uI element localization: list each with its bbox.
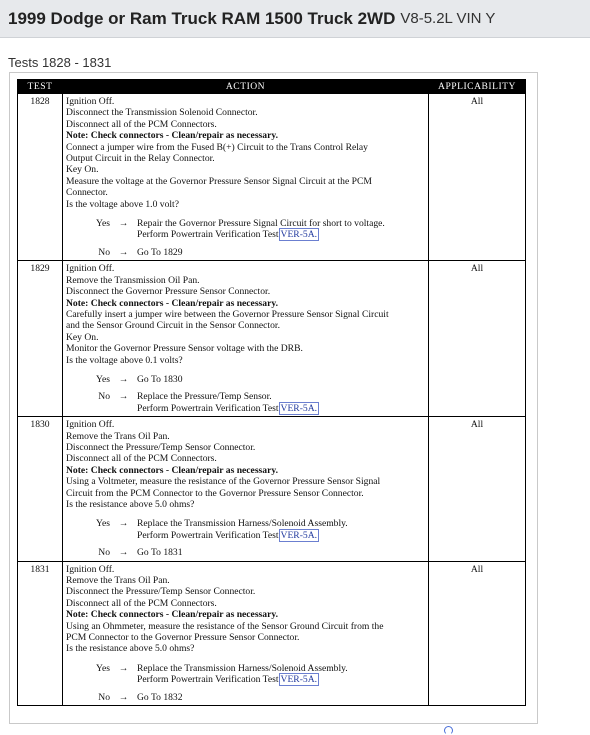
yes-instruction [137, 518, 348, 541]
action-step: Circuit from the PCM Connector to the Governor Pressure Sensor Connector. [66, 487, 364, 499]
action-step: Remove the Trans Oil Pan. [66, 575, 170, 587]
action-step: Monitor the Governor Pressure Sensor voltage with the DRB. [66, 343, 303, 355]
result-verification [137, 229, 385, 240]
no-label: No [98, 246, 110, 258]
applicability-value: All [429, 417, 526, 561]
action-step: Output Circuit in the Relay Connector. [66, 153, 215, 165]
verification-text: Perform Powertrain Verification Test [137, 402, 279, 414]
table-body [18, 94, 526, 706]
column-header-applicability: APPLICABILITY [429, 80, 526, 94]
action-step: Is the resistance above 5.0 ohms? [66, 499, 195, 510]
yes-label: Yes [96, 518, 110, 530]
result-text: Go To 1830 [137, 373, 183, 385]
ver-5a-link[interactable]: VER-5A. [280, 229, 318, 241]
right-arrow-icon: → [118, 373, 129, 385]
no-label: No [98, 547, 110, 559]
verification-text: Perform Powertrain Verification Test [137, 229, 279, 241]
action-step: Disconnect the Pressure/Temp Sensor Connector. [66, 586, 256, 598]
right-arrow-icon: → [118, 246, 129, 258]
table-header-row [18, 80, 526, 94]
action-step: Measure the voltage at the Governor Pressure Sensor Signal Circuit at the PCM [66, 175, 372, 187]
result-verification [137, 403, 319, 414]
no-instruction [137, 692, 183, 703]
yes-label: Yes [96, 373, 110, 385]
action-note: Note: Check connectors - Clean/repair as necessary. [66, 464, 279, 476]
ver-5a-link[interactable]: VER-5A. [280, 529, 318, 541]
action-step: Remove the Trans Oil Pan. [66, 430, 170, 442]
test-number: 1831 [18, 561, 63, 705]
right-arrow-icon: → [118, 662, 129, 674]
page-header [0, 0, 590, 38]
action-cell [63, 94, 429, 261]
action-step: Ignition Off. [66, 96, 115, 107]
engine-label: V8-5.2L VIN Y [400, 10, 496, 27]
result-text: Go To 1831 [137, 547, 183, 559]
column-header-action: ACTION [63, 80, 429, 94]
result-text: Replace the Transmission Harness/Solenoid Assembly. [137, 662, 348, 674]
result-text: Go To 1829 [137, 246, 183, 258]
result-verification [137, 530, 348, 541]
action-step: Key On. [66, 164, 99, 176]
action-step: Key On. [66, 331, 99, 343]
action-step: Disconnect the Governor Pressure Sensor Connector. [66, 286, 271, 298]
no-result [66, 692, 425, 703]
action-step: Disconnect the Pressure/Temp Sensor Connector. [66, 441, 256, 453]
section-title: Tests 1828 - 1831 [8, 55, 112, 70]
right-arrow-icon: → [118, 218, 129, 230]
action-step: Using an Ohmmeter, measure the resistance of the Sensor Ground Circuit from the [66, 620, 384, 632]
action-step: Ignition Off. [66, 419, 115, 431]
result-text: Replace the Pressure/Temp Sensor. [137, 391, 272, 403]
action-step: Is the resistance above 5.0 ohms? [66, 643, 195, 655]
no-result [66, 247, 425, 258]
applicability-value: All [429, 561, 526, 705]
ver-5a-link[interactable]: VER-5A. [280, 402, 318, 414]
table-row [18, 94, 526, 261]
result-text: Go To 1832 [137, 691, 183, 703]
yes-result [66, 663, 425, 686]
action-step: Remove the Transmission Oil Pan. [66, 274, 200, 286]
no-instruction [137, 547, 183, 558]
loading-spinner-icon [444, 726, 453, 735]
action-step: Carefully insert a jumper wire between the Governor Pressure Sensor Signal Circuit [66, 308, 389, 320]
action-step: Using a Voltmeter, measure the resistance of the Governor Pressure Sensor Signal [66, 476, 381, 488]
table-row [18, 261, 526, 417]
verification-text: Perform Powertrain Verification Test [137, 529, 279, 541]
vehicle-title: 1999 Dodge or Ram Truck RAM 1500 Truck 2WD [8, 8, 396, 28]
no-instruction [137, 391, 319, 414]
right-arrow-icon: → [118, 518, 129, 530]
action-note: Note: Check connectors - Clean/repair as necessary. [66, 130, 279, 142]
action-step: Is the voltage above 0.1 volts? [66, 354, 183, 366]
action-step: Is the voltage above 1.0 volt? [66, 198, 179, 210]
action-step: Connect a jumper wire from the Fused B(+) Circuit to the Trans Control Relay [66, 141, 368, 153]
ver-5a-link[interactable]: VER-5A. [280, 674, 318, 686]
action-cell [63, 561, 429, 705]
action-step: Ignition Off. [66, 263, 115, 275]
yes-result [66, 218, 425, 241]
result-verification [137, 674, 348, 685]
no-label: No [98, 391, 110, 403]
no-result [66, 547, 425, 558]
test-number: 1828 [18, 94, 63, 261]
action-step: Disconnect all of the PCM Connectors. [66, 597, 217, 609]
yes-instruction [137, 374, 183, 385]
result-text: Replace the Transmission Harness/Solenoid Assembly. [137, 518, 348, 530]
verification-text: Perform Powertrain Verification Test [137, 674, 279, 686]
right-arrow-icon: → [118, 547, 129, 559]
action-step: Disconnect all of the PCM Connectors. [66, 118, 217, 130]
applicability-value: All [429, 261, 526, 417]
action-note: Note: Check connectors - Clean/repair as necessary. [66, 609, 279, 621]
table-row [18, 561, 526, 705]
action-cell [63, 261, 429, 417]
right-arrow-icon: → [118, 691, 129, 703]
action-note: Note: Check connectors - Clean/repair as necessary. [66, 297, 279, 309]
no-label: No [98, 691, 110, 703]
yes-instruction [137, 218, 385, 241]
test-number: 1829 [18, 261, 63, 417]
applicability-value: All [429, 94, 526, 261]
table-row [18, 417, 526, 561]
yes-result [66, 518, 425, 541]
result-text: Repair the Governor Pressure Signal Circuit for short to voltage. [137, 218, 385, 230]
action-step: PCM Connector to the Governor Pressure Sensor Connector. [66, 632, 300, 644]
test-number: 1830 [18, 417, 63, 561]
yes-instruction [137, 663, 348, 686]
action-step: and the Sensor Ground Circuit in the Sensor Connector. [66, 320, 280, 332]
yes-result [66, 374, 425, 385]
action-step: Disconnect all of the PCM Connectors. [66, 453, 217, 465]
right-arrow-icon: → [118, 391, 129, 403]
column-header-test: TEST [18, 80, 63, 94]
no-result [66, 391, 425, 414]
yes-label: Yes [96, 662, 110, 674]
action-step: Disconnect the Transmission Solenoid Connector. [66, 107, 258, 119]
action-step: Connector. [66, 187, 108, 199]
action-cell [63, 417, 429, 561]
yes-label: Yes [96, 218, 110, 230]
diagnostic-table [17, 79, 526, 706]
no-instruction [137, 247, 183, 258]
action-step: Ignition Off. [66, 563, 115, 575]
